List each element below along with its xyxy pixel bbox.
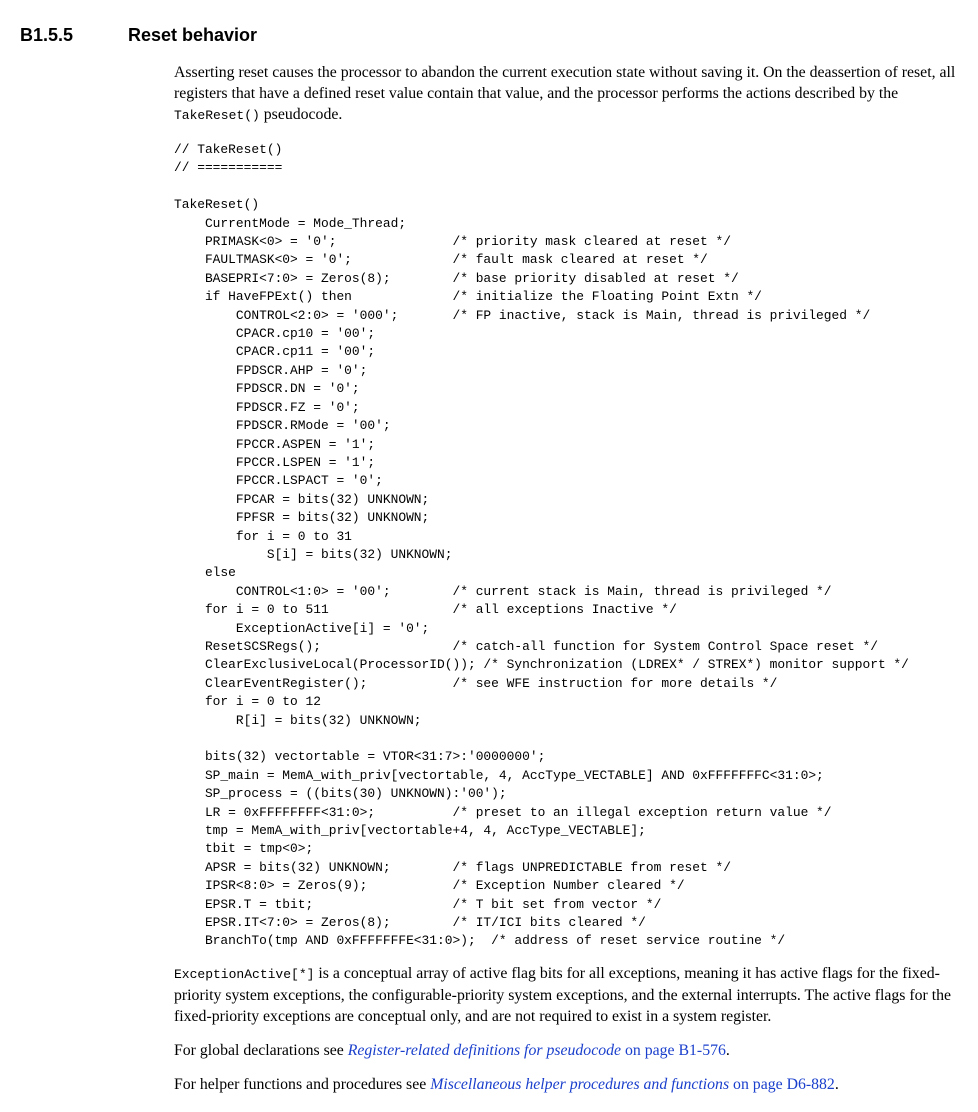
pseudocode-line xyxy=(174,178,909,196)
pseudocode-line: SP_process = ((bits(30) UNKNOWN):'00'); xyxy=(174,786,507,802)
pseudocode-line: BranchTo(tmp AND 0xFFFFFFFE<31:0>); /* address of reset service routine */ xyxy=(174,933,786,949)
pseudocode-line: FAULTMASK<0> = '0'; /* fault mask cleared at reset */ xyxy=(174,252,708,268)
section-number: B1.5.5 xyxy=(20,25,74,45)
explanation-text: is a conceptual array of active flag bits for all exceptions, meaning it has active flags for the fixed-priority system exceptions, the configurable-priority system exceptions, and the external interrupts. The active flags for the fixed-priority exceptions are conceptual only, and are not required to exist in a system register. xyxy=(174,965,952,1025)
intro-text-before: Asserting reset causes the processor to abandon the current execution state without saving it. On the deassertion of reset, all registers that have a defined reset value contain that value, and the processor performs the actions described by the xyxy=(174,64,956,102)
pseudocode-line: IPSR<8:0> = Zeros(9); /* Exception Number cleared */ xyxy=(174,878,685,894)
pseudocode-line: BASEPRI<7:0> = Zeros(8); /* base priority disabled at reset */ xyxy=(174,270,739,286)
pseudocode-line: ClearExclusiveLocal(ProcessorID()); /* Synchronization (LDREX* / STREX*) monitor support */ xyxy=(174,657,909,673)
global-decl-prefix: For global declarations see xyxy=(174,1042,348,1059)
helper-suffix: . xyxy=(834,1076,839,1093)
pseudocode-line: CPACR.cp11 = '00'; xyxy=(174,344,376,360)
helper-prefix: For helper functions and procedures see xyxy=(174,1076,431,1093)
pseudocode-line: FPDSCR.DN = '0'; xyxy=(174,381,360,397)
pseudocode-line: for i = 0 to 31 xyxy=(174,528,352,544)
pseudocode-line: CPACR.cp10 = '00'; xyxy=(174,326,376,342)
helper-link-page: on page D6-882 xyxy=(729,1076,835,1093)
pseudocode-line xyxy=(174,730,909,748)
pseudocode-line: CurrentMode = Mode_Thread; xyxy=(174,215,407,231)
intro-inline-code: TakeReset() xyxy=(174,108,260,123)
pseudocode-line: APSR = bits(32) UNKNOWN; /* flags UNPREDICTABLE from reset */ xyxy=(174,859,731,875)
pseudocode-block xyxy=(174,141,909,951)
global-decl-suffix: . xyxy=(725,1042,730,1059)
pseudocode-line: EPSR.IT<7:0> = Zeros(8); /* IT/ICI bits cleared */ xyxy=(174,915,646,931)
pseudocode-line: LR = 0xFFFFFFFF<31:0>; /* preset to an illegal exception return value */ xyxy=(174,804,832,820)
pseudocode-line: FPCCR.LSPEN = '1'; xyxy=(174,454,376,470)
intro-paragraph xyxy=(174,62,960,126)
pseudocode-line: bits(32) vectortable = VTOR<31:7>:'0000000'; xyxy=(174,749,546,765)
pseudocode-line: TakeReset() xyxy=(174,197,260,213)
pseudocode-line: ResetSCSRegs(); /* catch-all function for System Control Space reset */ xyxy=(174,638,878,654)
pseudocode-line: FPDSCR.RMode = '00'; xyxy=(174,418,391,434)
helper-link[interactable] xyxy=(430,1076,835,1093)
pseudocode-line: else xyxy=(174,565,236,581)
explanation-inline-code: ExceptionActive[*] xyxy=(174,967,315,982)
global-decl-link-title: Register-related definitions for pseudocode xyxy=(347,1042,622,1059)
pseudocode-line: CONTROL<1:0> = '00'; /* current stack is Main, thread is privileged */ xyxy=(174,583,832,599)
helper-link-title: Miscellaneous helper procedures and functions xyxy=(430,1076,730,1093)
pseudocode-line: FPDSCR.FZ = '0'; xyxy=(174,399,360,415)
pseudocode-line: // TakeReset() xyxy=(174,142,283,157)
pseudocode-line: ClearEventRegister(); /* see WFE instruction for more details */ xyxy=(174,675,778,691)
pseudocode-line: R[i] = bits(32) UNKNOWN; xyxy=(174,712,422,728)
pseudocode-line: FPCCR.LSPACT = '0'; xyxy=(174,473,383,489)
explanation-paragraph xyxy=(174,963,960,1027)
pseudocode-line: FPCAR = bits(32) UNKNOWN; xyxy=(174,491,430,507)
pseudocode-line: SP_main = MemA_with_priv[vectortable, 4, AccType_VECTABLE] AND 0xFFFFFFFC<31:0>; xyxy=(174,767,824,783)
pseudocode-line: FPDSCR.AHP = '0'; xyxy=(174,362,368,378)
pseudocode-line: ExceptionActive[i] = '0'; xyxy=(174,620,430,636)
helper-functions-paragraph xyxy=(174,1074,960,1095)
pseudocode-line: if HaveFPExt() then /* initialize the Floating Point Extn */ xyxy=(174,289,762,305)
pseudocode-line: FPCCR.ASPEN = '1'; xyxy=(174,436,376,452)
pseudocode-line: // =========== xyxy=(174,160,283,176)
global-declarations-paragraph xyxy=(174,1040,960,1061)
pseudocode-line: EPSR.T = tbit; /* T bit set from vector */ xyxy=(174,896,662,912)
pseudocode-line: CONTROL<2:0> = '000'; /* FP inactive, stack is Main, thread is privileged */ xyxy=(174,307,871,323)
pseudocode-line: tmp = MemA_with_priv[vectortable+4, 4, AccType_VECTABLE]; xyxy=(174,823,646,839)
pseudocode-line: S[i] = bits(32) UNKNOWN; xyxy=(174,546,453,562)
intro-text-after: pseudocode. xyxy=(259,106,343,123)
pseudocode-line: for i = 0 to 12 xyxy=(174,694,321,710)
pseudocode-line: for i = 0 to 511 /* all exceptions Inactive */ xyxy=(174,602,677,618)
section-title: Reset behavior xyxy=(128,25,258,45)
global-decl-link-page: on page B1-576 xyxy=(621,1042,726,1059)
pseudocode-line: FPFSR = bits(32) UNKNOWN; xyxy=(174,510,430,526)
global-decl-link[interactable] xyxy=(348,1042,726,1059)
pseudocode-line: tbit = tmp<0>; xyxy=(174,841,314,857)
pseudocode-line: PRIMASK<0> = '0'; /* priority mask cleared at reset */ xyxy=(174,234,731,250)
